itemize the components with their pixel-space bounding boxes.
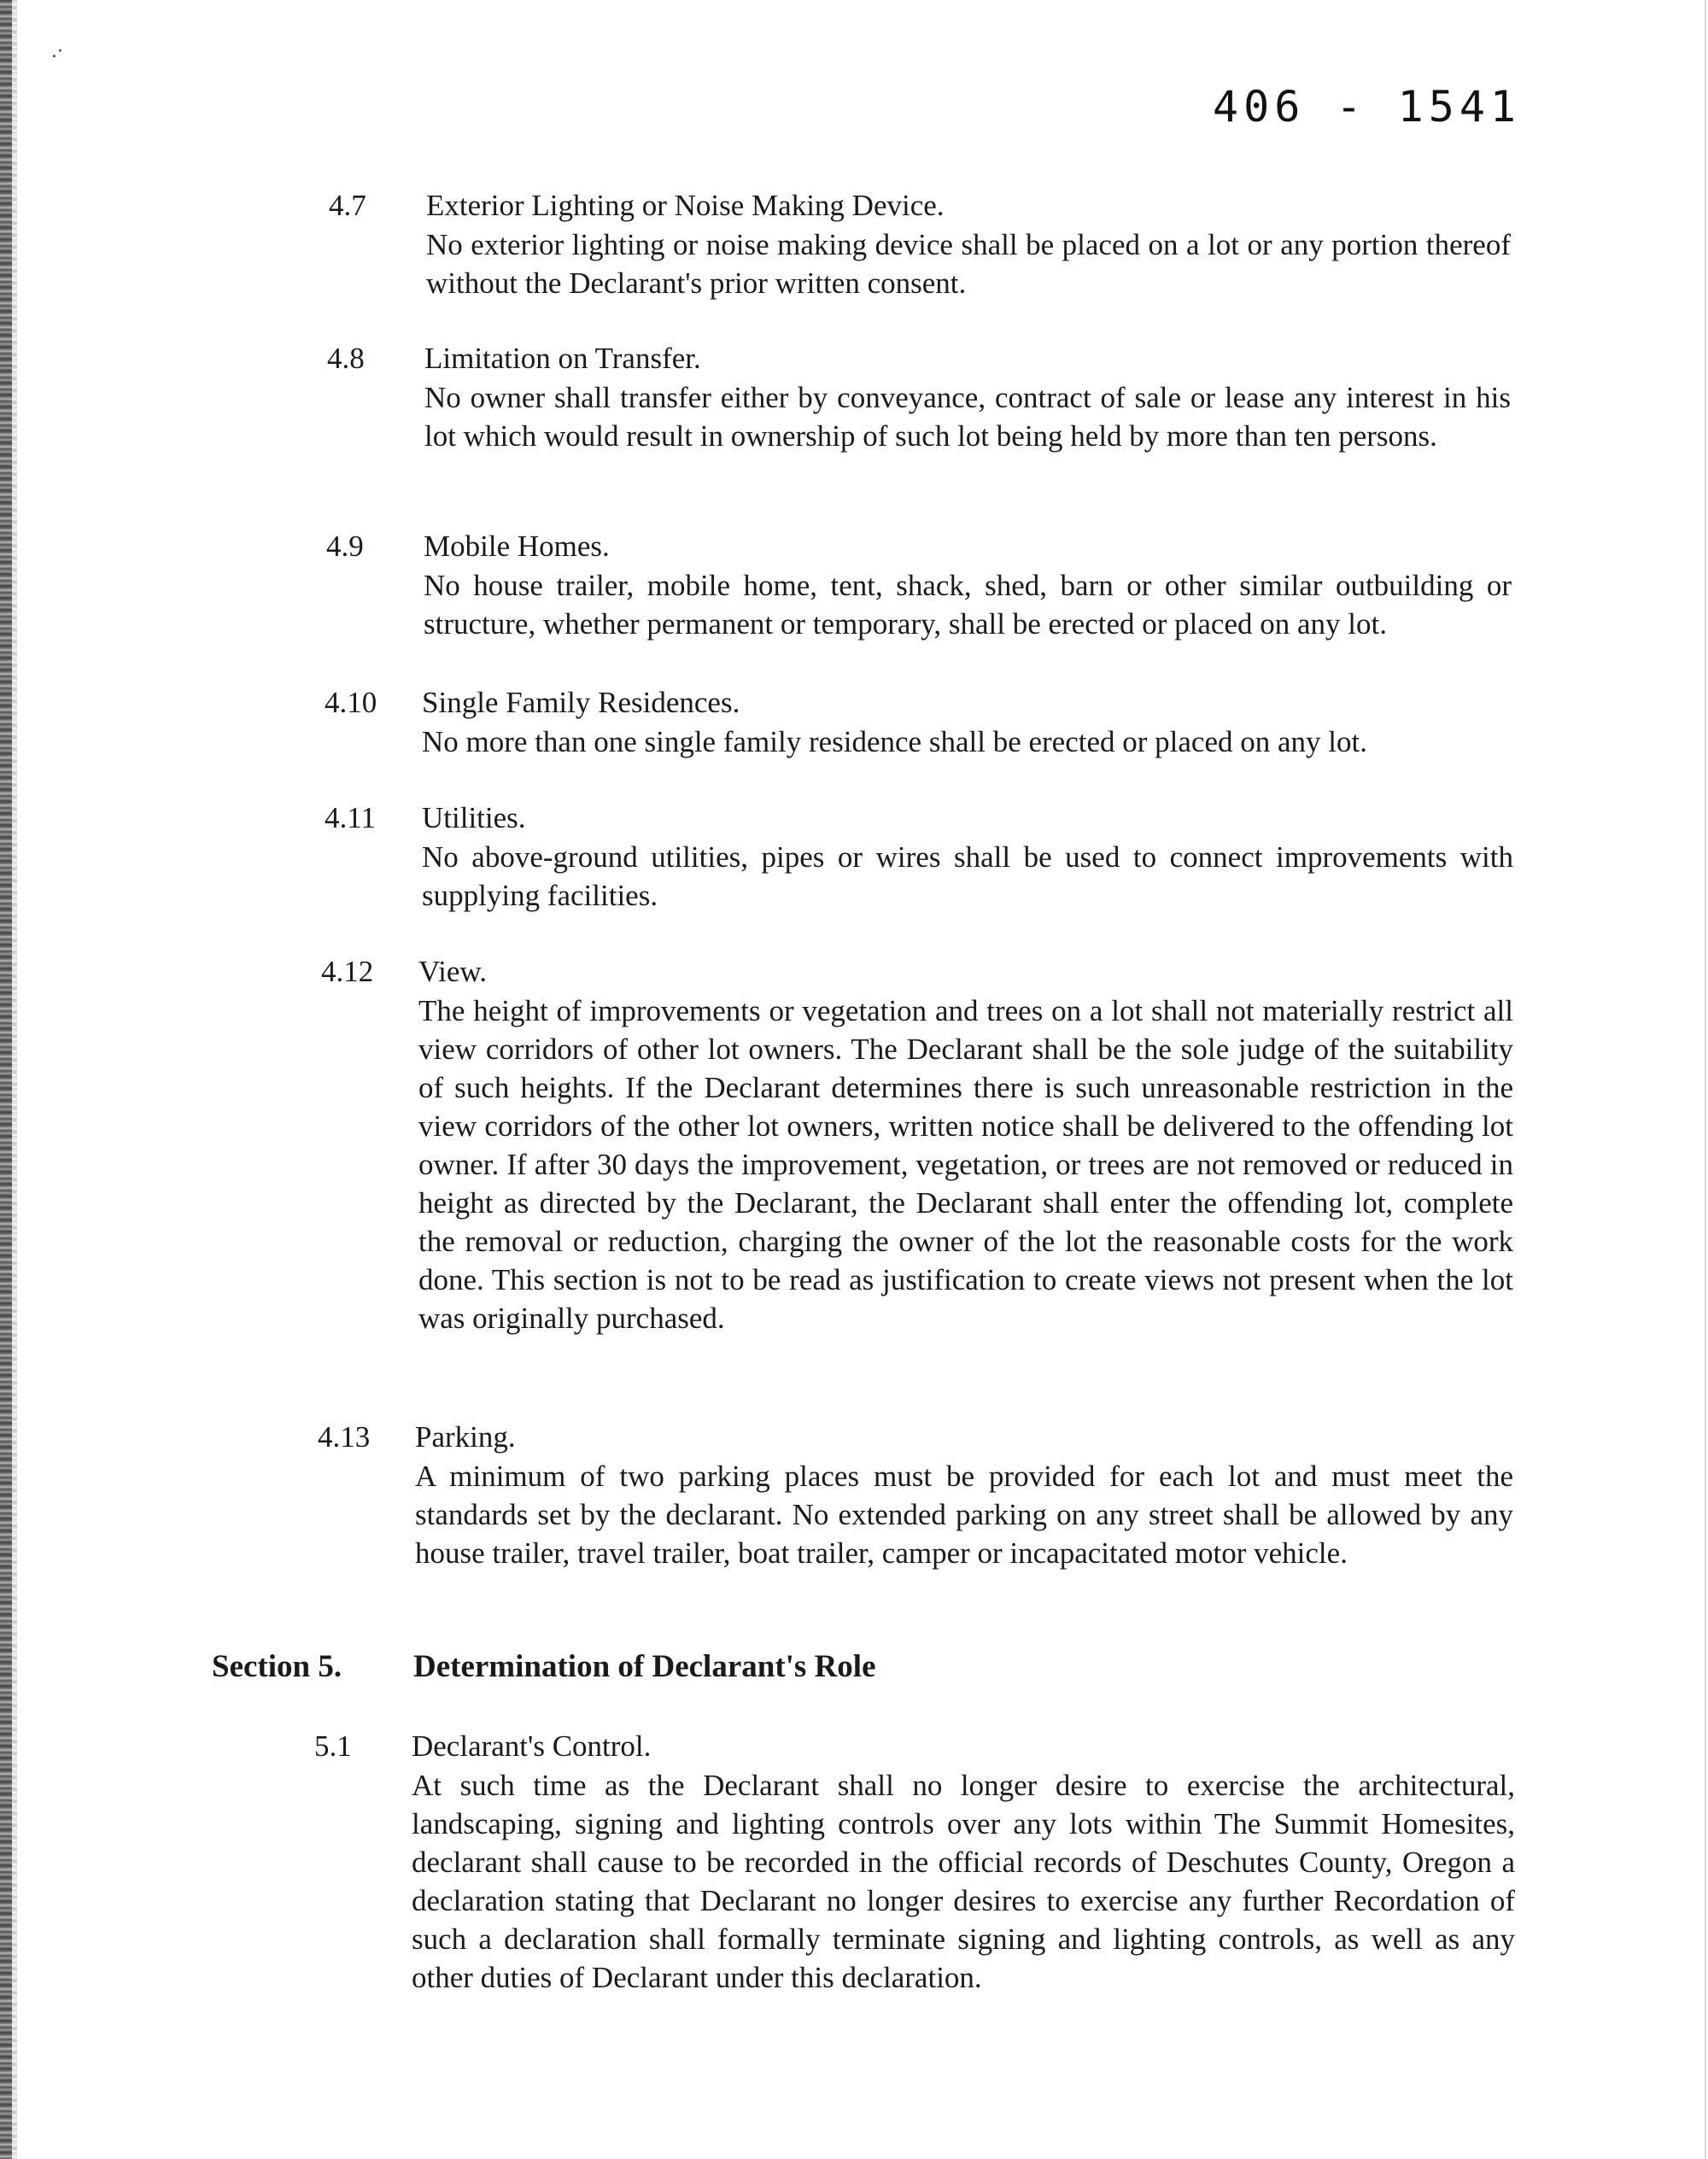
page-number: 406 - 1541	[1213, 82, 1522, 132]
clause-body: No owner shall transfer either by conveyance, contract of sale or lease any interest in his lot which would result in ownership of such lot being held by more than ten persons.	[424, 381, 1511, 453]
clause-number: 4.11	[325, 801, 376, 834]
clause-title: View.	[418, 955, 488, 988]
clause-number: 5.1	[314, 1729, 352, 1763]
clause-number: 4.9	[326, 530, 364, 563]
clause-title: Single Family Residences.	[422, 686, 740, 719]
clause-number: 4.10	[325, 686, 377, 719]
clause-number: 4.8	[327, 342, 365, 375]
clause-title: Parking.	[415, 1420, 516, 1454]
section-heading	[212, 1648, 342, 1685]
clause-title: Mobile Homes.	[424, 530, 610, 563]
clause-body: At such time as the Declarant shall no longer desire to exercise the architectural, landscaping, signing and lighting controls over any lots within The Summit Homesites, declarant shall cause to be recorded in the official records of Deschutes County, Oregon a declaration stating that Declarant no longer desires to exercise any further Recordation of such a declaration shall formally terminate signing and lighting controls, as well as any other duties of Declarant under this declaration.	[412, 1769, 1515, 1994]
clause-title: Exterior Lighting or Noise Making Device.	[426, 189, 945, 222]
clause-body: No above-ground utilities, pipes or wires shall be used to connect improvements with supplying facilities.	[422, 840, 1513, 912]
section-label: Section 5.	[212, 1649, 342, 1684]
clause-number: 4.7	[329, 189, 366, 222]
page-right-edge	[1705, 0, 1706, 2159]
clause-body: A minimum of two parking places must be provided for each lot and must meet the standards set by the declarant. No extended parking on any street shall be allowed by any house trailer, travel trailer, boat trailer, camper or incapacitated motor vehicle.	[415, 1460, 1513, 1570]
section-title: Determination of Declarant's Role	[413, 1649, 876, 1684]
scan-edge-artifact	[0, 0, 12, 2159]
clause-body: The height of improvements or vegetation and trees on a lot shall not materially restrict all view corridors of other lot owners. The Declarant shall be the sole judge of the suitability of such heights. If the Declarant determines there is such unreasonable restriction in the view corridors of the other lot owners, written notice shall be delivered to the offending lot owner. If after 30 days the improvement, vegetation, or trees are not removed or reduced in height as directed by the Declarant, the Declarant shall enter the offending lot, complete the removal or reduction, charging the owner of the lot the reasonable costs for the work done. This section is not to be read as justification to create views not present when the lot was originally purchased.	[418, 994, 1513, 1335]
clause-title: Declarant's Control.	[412, 1729, 652, 1763]
clause-title: Utilities.	[422, 801, 526, 834]
scan-specks: .·	[51, 41, 63, 62]
clause-title: Limitation on Transfer.	[424, 342, 701, 375]
scan-edge-artifact-light	[12, 0, 17, 2159]
clause-number: 4.12	[321, 955, 374, 988]
clause-body: No house trailer, mobile home, tent, shack, shed, barn or other similar outbuilding or structure, whether permanent or temporary, shall be erected or placed on any lot.	[424, 569, 1512, 641]
clause-number: 4.13	[318, 1420, 371, 1454]
clause-body: No more than one single family residence shall be erected or placed on any lot.	[422, 725, 1367, 758]
clause-body: No exterior lighting or noise making device shall be placed on a lot or any portion thereof without the Declarant's prior written consent.	[426, 228, 1511, 300]
